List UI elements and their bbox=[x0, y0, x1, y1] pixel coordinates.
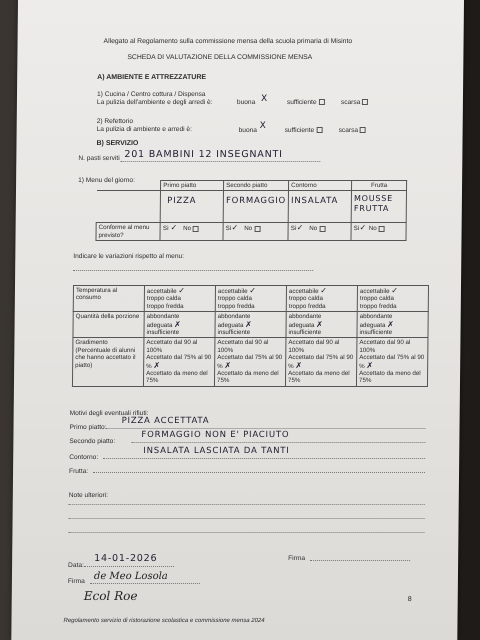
form-title: SCHEDA DI VALUTAZIONE DELLA COMMISSIONE MENSA bbox=[127, 54, 313, 61]
area-2-opt-suff: sufficiente bbox=[285, 127, 323, 135]
section-a-heading: A) AMBIENTE E ATTREZZATURE bbox=[97, 74, 207, 81]
side-dish-note: INSALATA LASCIATA DA TANTI bbox=[143, 446, 290, 456]
menu-col-fruit: Frutta bbox=[352, 181, 407, 191]
eval-row-liking-label: Gradimento (Percentuale di alunni che hanno accettato il piatto) bbox=[72, 338, 144, 386]
fruit-label: Frutta: bbox=[69, 468, 89, 475]
first-course-label: Primo piatto: bbox=[69, 424, 107, 431]
second-signature-label: Firma bbox=[288, 555, 306, 562]
further-notes-label: Note ulteriori: bbox=[68, 492, 109, 499]
menu-col-second: Secondo piatto bbox=[224, 181, 289, 191]
variations-label: Indicare le variazioni rispetto al menu: bbox=[73, 253, 185, 260]
second-course-note: FORMAGGIO NON E' PIACIUTO bbox=[141, 430, 290, 440]
meals-label: N. pasti serviti bbox=[78, 155, 120, 162]
variations-dotline bbox=[73, 270, 313, 271]
area-1-opt-good: buona bbox=[236, 99, 256, 106]
evaluation-table: Temperatura al consumo accettabile ✓ troppo calda troppo fredda accettabile ✓ troppo calda troppo fredda accettabile ✓ troppo calda troppo fredda accettabile ✓ troppo calda troppo fredda Quantità della porzione abbondante adeguata ✗ insufficiente abbondante adeguata ✗ insufficiente abbondante adeguata ✗ insufficiente abbondante adeguata ✗ insufficiente Gradimento (Percentuale di alunni che hanno accettato il piatto) Accettato dal 90 al 100% Accettato dal 75% al 90 % ✗ Accettato da meno del 75% Accettato dal 90 al 100% Accettato dal 75% al 90 % ✗ Accettato da meno del 75% Accettato dal 90 al 100% Accettato dal 75% al 90 % ✗ Accettato da meno del 75% Accettato dal 90 al 100% Accettato dal 75% al 90 % ✗ Accettato da meno del 75% bbox=[72, 285, 429, 387]
signature-2: Ecol Roe bbox=[83, 589, 138, 603]
meals-dotline bbox=[120, 161, 320, 162]
area-1-opt-suff: sufficiente bbox=[287, 99, 325, 107]
menu-first-dish: PIZZA bbox=[167, 196, 197, 207]
meals-handwritten: 201 BAMBINI 12 INSEGNANTI bbox=[124, 149, 283, 160]
menu-second-dish: FORMAGGIO bbox=[225, 196, 287, 207]
menu-label: 1) Menu del giorno: bbox=[78, 177, 135, 184]
area-2-opt-good: buona bbox=[238, 127, 258, 134]
menu-col-first: Primo piatto bbox=[161, 181, 224, 191]
eval-row-temp-label: Temperatura al consumo bbox=[73, 286, 144, 312]
signature-label: Firma bbox=[67, 578, 85, 585]
menu-col-side: Contorno bbox=[289, 181, 352, 191]
menu-fruit-dish: MOUSSE FRUTTA bbox=[353, 194, 394, 214]
area-1-good-mark: X bbox=[260, 94, 268, 104]
conformity-label: Conforme al menu previsto? bbox=[96, 223, 160, 241]
area-1-question: La pulizia dell'ambiente e degli arredi è: bbox=[96, 99, 213, 106]
menu-side-dish: INSALATA bbox=[290, 196, 339, 207]
area-2-good-mark: X bbox=[259, 121, 266, 131]
eval-row-qty-label: Quantità della porzione bbox=[73, 312, 144, 338]
area-2-opt-bad: scarsa bbox=[339, 127, 367, 135]
reasons-label: Motivi degli eventuali rifiuti: bbox=[69, 410, 149, 417]
header-line: Allegato al Regolamento sulla commissione mensa della scuola primaria di Misinto bbox=[103, 38, 353, 45]
section-b-heading: B) SERVIZIO bbox=[96, 140, 139, 147]
second-course-label: Secondo piatto: bbox=[69, 438, 116, 445]
page-number: 8 bbox=[407, 596, 412, 603]
date-value: 14-01-2026 bbox=[94, 553, 158, 564]
area-1-title: 1) Cucina / Centro cottura / Dispensa bbox=[96, 91, 206, 98]
form-sheet bbox=[11, 0, 464, 640]
side-dish-label: Contorno: bbox=[69, 454, 99, 461]
area-2-question: La pulizia di ambiente e arredi è: bbox=[96, 126, 192, 133]
signature-1: de Meo Losola bbox=[93, 571, 168, 582]
date-label: Data: bbox=[68, 562, 84, 569]
first-course-note: PIZZA ACCETTATA bbox=[121, 416, 210, 426]
area-1-opt-bad: scarsa bbox=[341, 99, 369, 107]
menu-table: Primo piatto Secondo piatto Contorno Frutta PIZZA FORMAGGIO INSALATA MOUSSE FRUTTA Conforme al menu previsto? Sì ✓ No Sì✓ No Sì✓ No Sì✓ No bbox=[95, 180, 407, 241]
area-2-title: 2) Refettorio bbox=[96, 118, 134, 125]
footer-regulation: Regolamento servizio di ristorazione scolastica e commissione mensa 2024 bbox=[63, 618, 265, 624]
